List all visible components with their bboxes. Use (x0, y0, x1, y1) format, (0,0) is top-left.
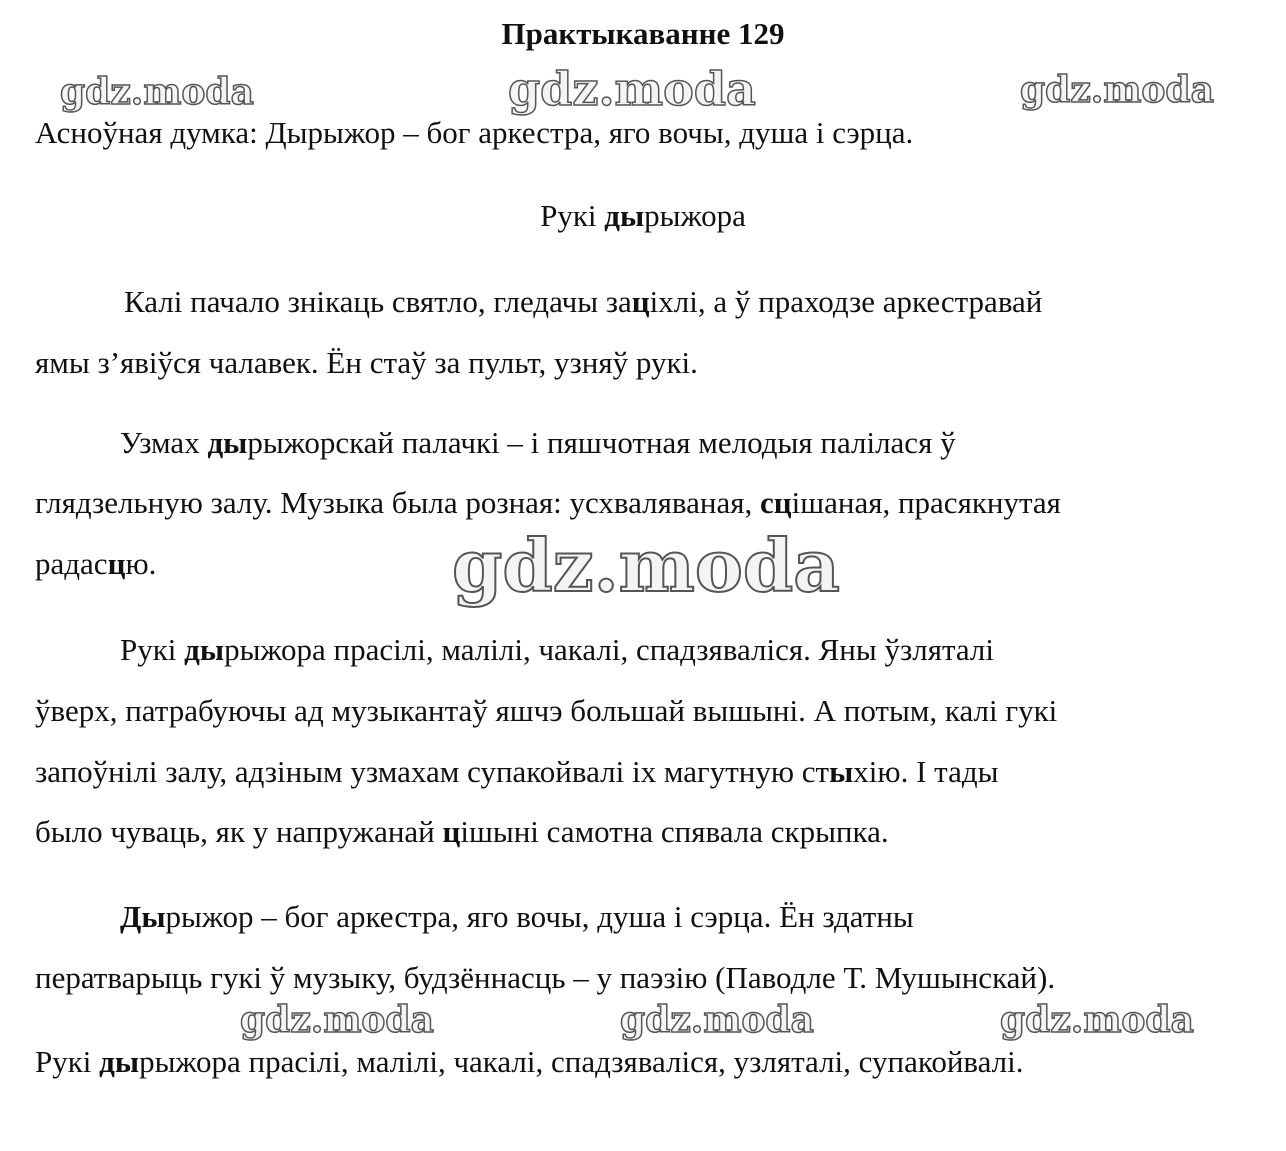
text-segment: рыжора прасілі, малілі, чакалі, спадзяваліся, узляталі, супакойвалі. (139, 1044, 1024, 1079)
text-segment: глядзельную залу. Музыка была розная: усхваляваная, (35, 485, 760, 520)
text-segment: запоўнілі залу, адзіным узмахам супакойвалі іх магутную ст (35, 754, 830, 789)
text-segment: Узмах (120, 425, 208, 460)
text-segment: Рукі (120, 632, 185, 667)
text-line (35, 1042, 1024, 1082)
text-line (35, 812, 889, 852)
text-segment: ішаная, прасякнутая (791, 485, 1061, 520)
bold-letter: ы (829, 754, 854, 789)
text-segment: радас (35, 546, 108, 581)
text-segment: ператварыць гукі ў музыку, будзённасць – у паэзію (Паводле Т. Мушынскай). (35, 960, 1056, 995)
text-line (35, 343, 698, 383)
text-segment: ішыні самотна спявала скрыпка. (460, 814, 889, 849)
bold-letter: Ды (120, 899, 166, 934)
bold-letter: ц (631, 284, 650, 319)
text-line (35, 483, 1061, 523)
watermark: gdz.moda (240, 999, 434, 1041)
text-segment: Калі пачало знікаць святло, гледачы за (124, 284, 632, 319)
watermark: gdz.moda (620, 999, 814, 1041)
story-title-bold: ды (604, 198, 645, 233)
text-segment: хію. І тады (853, 754, 999, 789)
text-segment: рыжора прасілі, малілі, чакалі, спадзяваліся. Яны ўзляталі (224, 632, 994, 667)
text-line (120, 423, 956, 463)
text-segment: ямы з’явіўся чалавек. Ён стаў за пульт, узняў рукі. (35, 345, 698, 380)
text-line (120, 897, 914, 937)
bold-letter: ды (184, 632, 225, 667)
text-line (120, 630, 994, 670)
text-line (124, 282, 1042, 322)
story-title-part: Рукі (540, 198, 605, 233)
bold-letter: ц (107, 546, 126, 581)
bold-letter: ц (442, 814, 461, 849)
bold-letter: сц (759, 485, 792, 520)
text-segment: ю. (125, 546, 157, 581)
watermark: gdz.moda (60, 71, 254, 113)
text-segment: ўверх, патрабуючы ад музыкантаў яшчэ большай вышыні. А потым, калі гукі (35, 693, 1058, 728)
story-title-part: рыжора (644, 198, 746, 233)
watermark: gdz.moda (1000, 999, 1194, 1041)
text-segment: іхлі, а ў праходзе аркестравай (649, 284, 1043, 319)
text-line (35, 958, 1055, 998)
text-segment: рыжор – бог аркестра, яго вочы, душа і сэрца. Ён здатны (165, 899, 914, 934)
story-title (0, 196, 1286, 236)
text-line (35, 691, 1057, 731)
text-line (35, 544, 156, 584)
text-segment: было чуваць, як у напружанай (35, 814, 443, 849)
main-idea: Асноўная думка: Дырыжор – бог аркестра, яго вочы, душа і сэрца. (35, 115, 914, 150)
watermark: gdz.moda (508, 62, 756, 116)
text-segment: рыжорскай палачкі – і пяшчотная мелодыя палілася ў (247, 425, 956, 460)
watermark: gdz.moda (452, 523, 840, 608)
watermark: gdz.moda (1020, 69, 1214, 111)
text-segment: Рукі (35, 1044, 100, 1079)
text-line (35, 752, 998, 792)
bold-letter: ды (207, 425, 248, 460)
exercise-title: Практыкаванне 129 (501, 16, 785, 51)
bold-letter: ды (99, 1044, 140, 1079)
